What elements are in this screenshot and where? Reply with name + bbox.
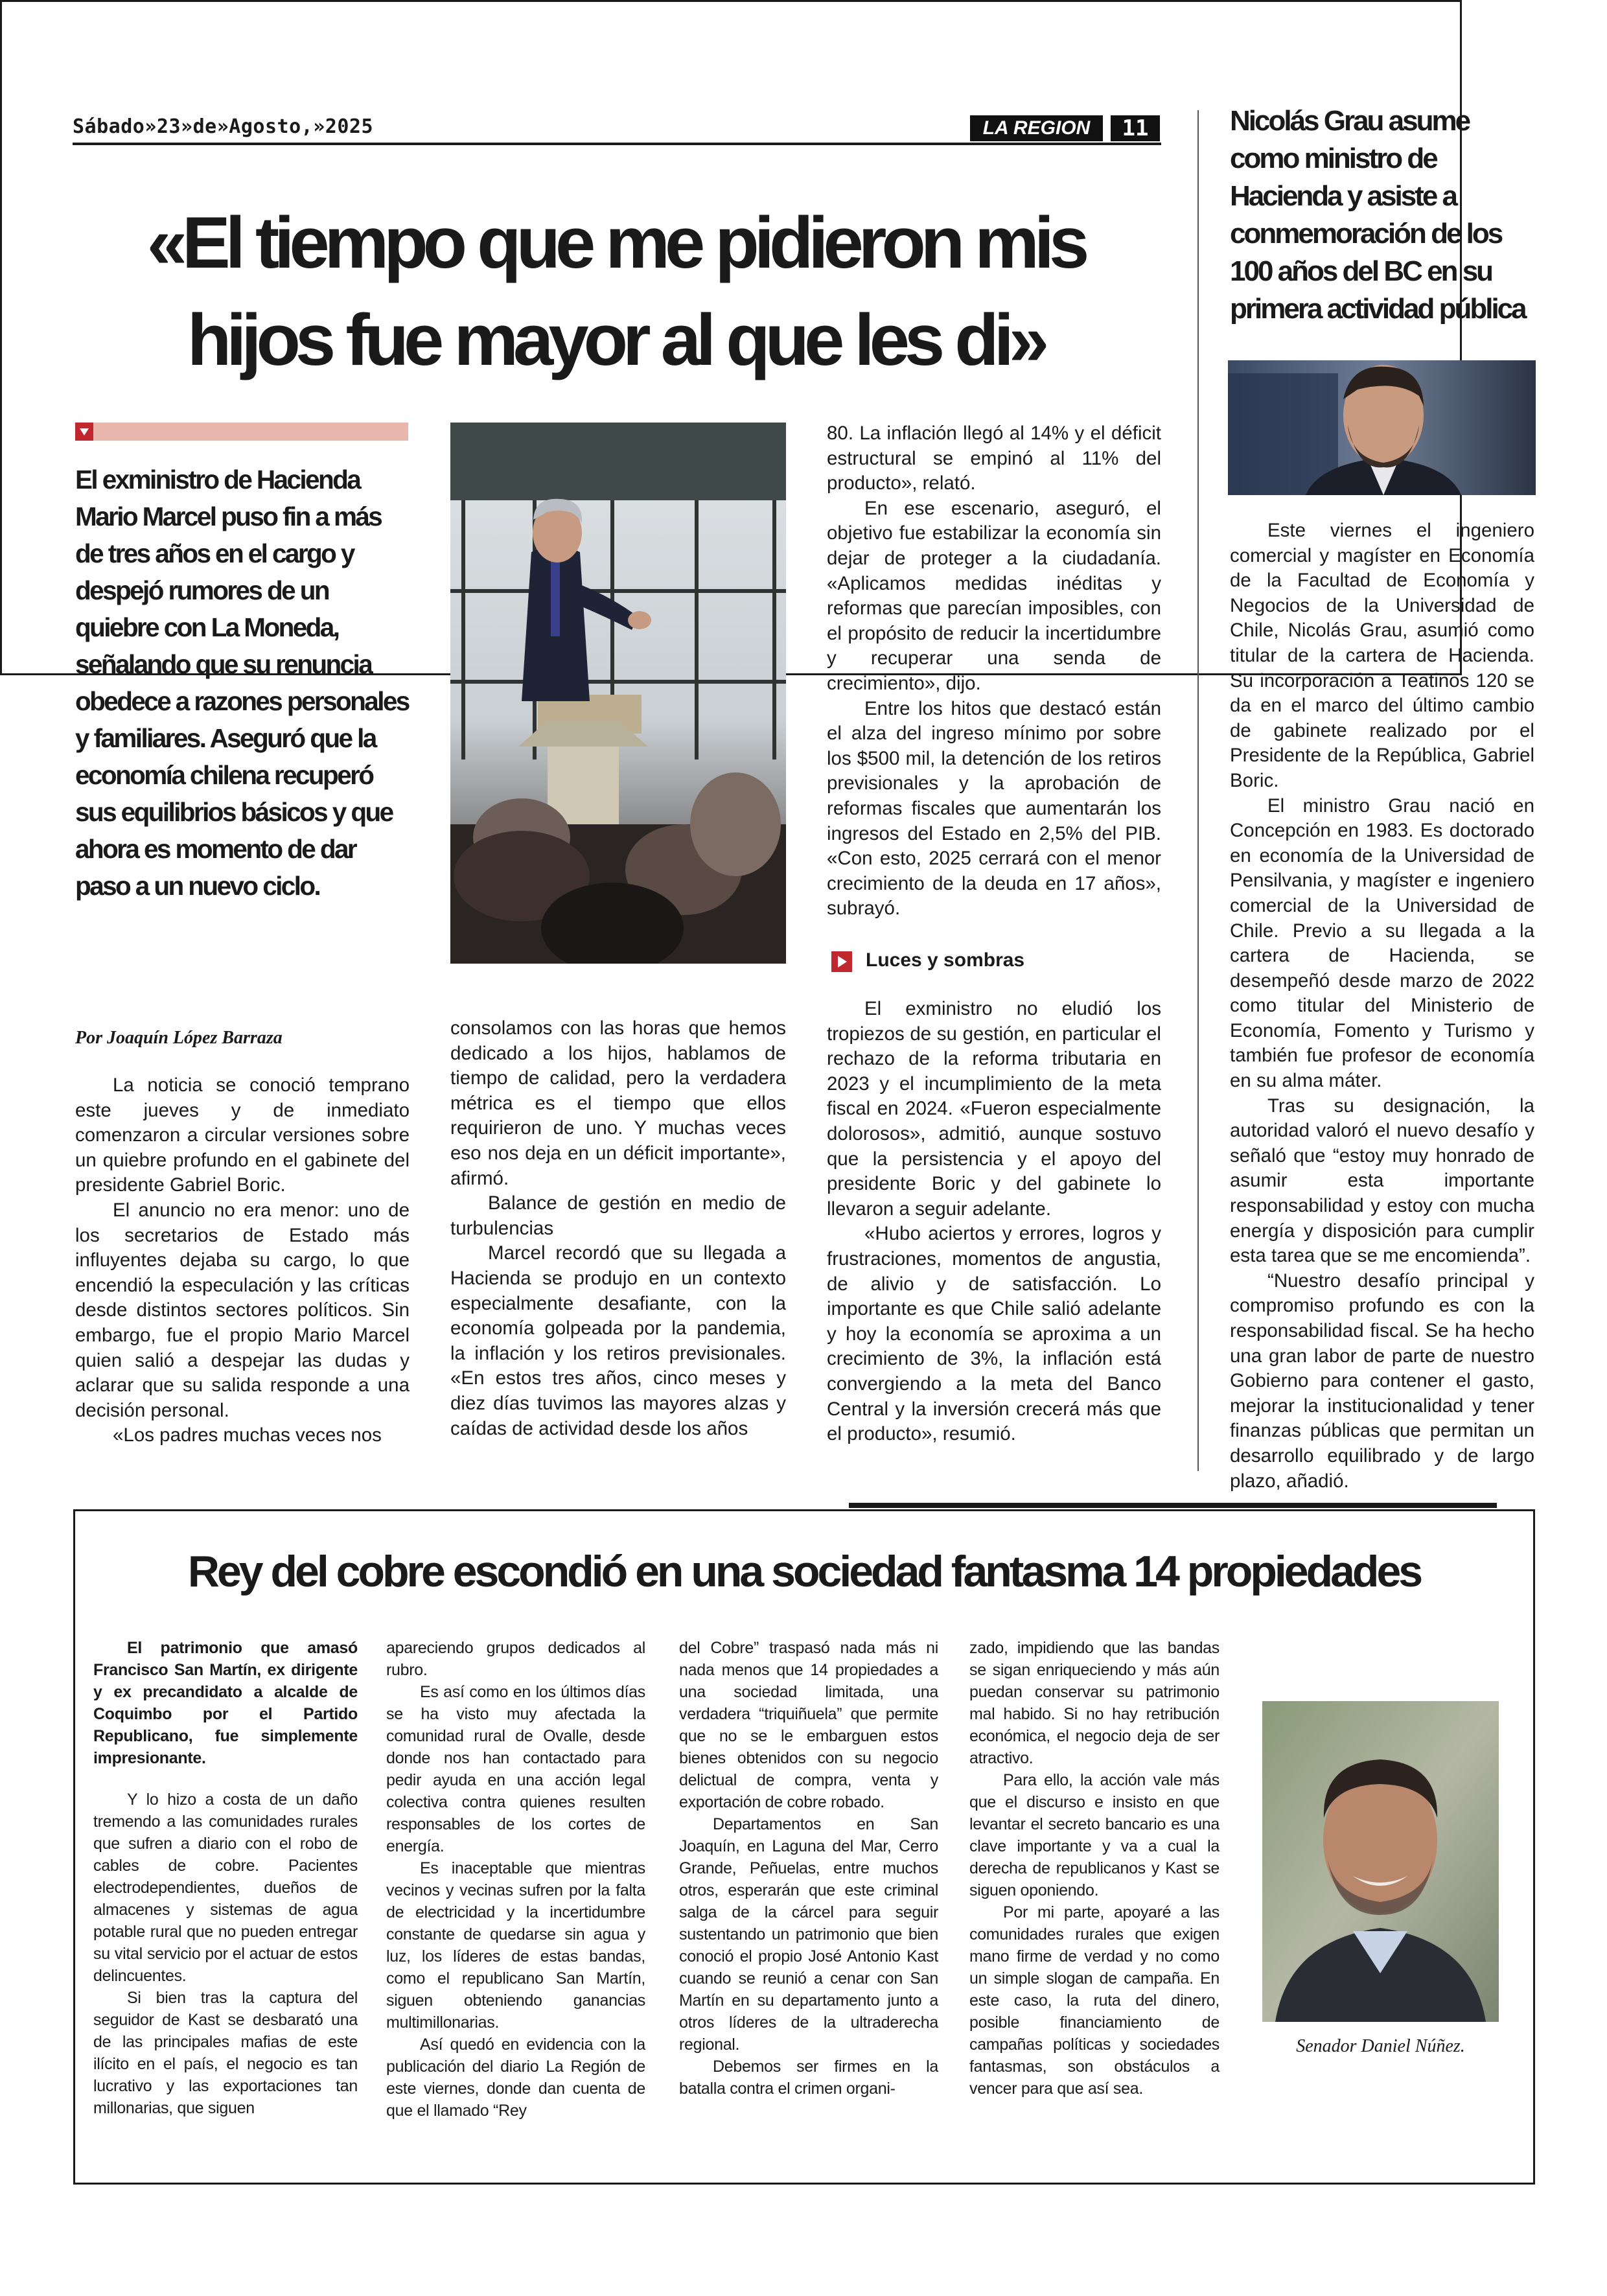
masthead-rule	[73, 143, 1161, 145]
sidebar-paragraph: El ministro Grau nació en Concepción en 1983. Es doctorado en economía de la Universidad de Pensilvania, y magíster e ingeniero comercial de la Universidad de Chile. Previo a su llegada a la cartera de Hacienda, se desempeñó desde marzo de 2022 como titular del Ministerio de Economía, Fomento y Turismo y también fue profesor de economía en su alma máter.	[1230, 794, 1534, 1092]
article-paragraph: Marcel recordó que su llegada a Hacienda se produjo en un contexto especialmente desafiante, con la economía golpeada por la pandemia, la inflación y los retiros previsionales. «En estos tres años, cinco meses y diez días tuvimos las mayores alzas y caídas de actividad desde los años	[450, 1242, 786, 1439]
box-paragraph: Y lo hizo a costa de un daño tremendo a las comunidades rurales que sufren a diario con el robo de cables de cobre. Pacientes electrodependientes, dueños de almacenes y sistemas de agua potable rural que no pueden entregar su vital servicio por el actuar de estos delincuentes.	[93, 1791, 358, 1985]
box-paragraph: del Cobre” traspasó nada más ni nada menos que 14 propiedades a una sociedad limitada, una verdadera “triquiñuela” que permite que no se le embarguen estos bienes obtenidos con su negocio delictual de compra, venta y exportación de cobre robado.	[679, 1639, 938, 1811]
article-paragraph: «Hubo aciertos y errores, logros y frustraciones, momentos de angustia, de alivio y de satisfacción. Lo importante es que Chile salió adelante y hoy la economía se aproxima a un crecimiento de 3%, la inflación está convergiendo a la meta del Banco Central y la inversión crecerá más que el producto», resumió.	[827, 1223, 1161, 1445]
sidebar-body	[1230, 518, 1534, 1494]
headline-line-1: «El tiempo que me pidieron mis	[146, 202, 1085, 283]
box-paragraph: Por mi parte, apoyaré a las comunidades rurales que exigen mano firme de verdad y no como un simple slogan de campaña. En este caso, la ruta del dinero, posible financiamiento de campañas políticas y sociedades fantasmas, son obstáculos a vencer para que así sea.	[969, 1903, 1220, 2098]
article-paragraph: Entre los hitos que destacó están el alza del ingreso mínimo por sobre los $500 mil, la detención de los retiros previsionales y la aprobación de reformas fiscales que aumentarán los ingresos del Estado en 2,5% del PIB. «Con esto, 2025 cerrará con el menor crecimiento de la deuda en 17 años», subrayó.	[827, 697, 1161, 920]
article-paragraph: «Los padres muchas veces nos	[113, 1424, 382, 1446]
box-column-2	[386, 1637, 645, 2122]
sidebar-paragraph: Este viernes el ingeniero comercial y magíster en Economía de la Facultad de Economía y Negocios de la Universidad de Chile, Nicolás Grau, asumió como titular de la cartera de Hacienda. Su incorporación a Teatinos 120 se da en el marco del último cambio de gabinete realizado por el Presidente de la República, Gabriel Boric.	[1230, 520, 1534, 791]
page-number: 11	[1111, 115, 1160, 141]
article-column-2	[450, 1016, 786, 1441]
sidebar-divider	[1197, 110, 1199, 1471]
sidebar-headline: Nicolás Grau asume como ministro de Hacienda y asiste a conmemoración de los 100 años del BC en su primera actividad pública	[1230, 105, 1525, 325]
marcel-photo	[450, 423, 786, 964]
photo-caption: Senador Daniel Núñez.	[1296, 2036, 1465, 2056]
deck-bar	[75, 423, 408, 441]
article-column-1	[75, 1073, 410, 1448]
box-accent-bar	[849, 1503, 1497, 1508]
grau-photo	[1228, 360, 1536, 495]
box-paragraph: Debemos ser firmes en la batalla contra el crimen organi-	[679, 2058, 938, 2098]
article-inline-subhead: Balance de gestión en medio de turbulencias	[450, 1192, 786, 1239]
box-paragraph: Si bien tras la captura del seguidor de Kast se desbarató una de las principales mafias de este ilícito en el país, el negocio es tan lucrativo y las exportaciones tan millonarias, que siguen	[93, 1989, 358, 2117]
sidebar-paragraph: Tras su designación, la autoridad valoró el nuevo desafío y señaló que “estoy muy honrado de asumir esta importante responsabilidad y estoy con mucha energía y disposición para cumplir esta tarea que se me encomienda”.	[1230, 1095, 1534, 1267]
article-column-3b	[827, 997, 1161, 1447]
triangle-down-icon	[75, 423, 93, 441]
box-paragraph: zado, impidiendo que las bandas se sigan enriqueciendo y más aún puedan conservar su patrimonio mal habido. Si no hay retribución económica, el negocio deja de ser atractivo.	[969, 1639, 1220, 1767]
article-paragraph: En ese escenario, aseguró, el objetivo fue estabilizar la economía sin dejar de proteger a la ciudadanía. «Aplicamos medidas inéditas y reformas que parecían imposibles, con el propósito de reducir la incertidumbre y recuperar una senda de crecimiento», dijo.	[827, 497, 1161, 694]
main-headline	[97, 194, 1134, 389]
article-deck: El exministro de Hacienda Mario Marcel puso fin a más de tres años en el cargo y despejó rumores de un quiebre con La Moneda, señalando que su renuncia obedece a razones personales y familiares. Aseguró que la economía chilena recuperó sus equilibrios básicos y que ahora es momento de dar paso a un nuevo ciclo.	[75, 465, 409, 901]
box-paragraph: Para ello, la acción vale más que el discurso e insisto en que levantar el secreto bancario es una clave importante y va a cual la derecha de republicanos y Kast se siguen oponiendo.	[969, 1771, 1220, 1899]
article-paragraph: El exministro no eludió los tropiezos de su gestión, en particular el rechazo de la reforma tributaria en 2023 y el incumplimiento de la meta fiscal en 2024. «Fueron especialmente dolorosos», admitió, aunque sostuvo que la persistencia y el apoyo del presidente Boric y del gabinete lo llevaron a seguir adelante.	[827, 998, 1161, 1220]
headline-line-2: hijos fue mayor al que les di»	[187, 299, 1045, 380]
box-column-1	[93, 1637, 358, 2119]
box-paragraph: apareciendo grupos dedicados al rubro.	[386, 1639, 645, 1679]
box-column-3	[679, 1637, 938, 2100]
box-paragraph: Es así como en los últimos días se ha visto muy afectada la comunidad rural de Ovalle, desde donde nos han contactado para pedir ayuda en una acción legal colectiva contra quienes resulten responsables de los cortes de energía.	[386, 1683, 645, 1855]
article-column-3	[827, 421, 1161, 922]
box-column-4	[969, 1637, 1220, 2100]
box-lead: El patrimonio que amasó Francisco San Martín, ex dirigente y ex precandidato a alcalde de Coquimbo por el Partido Republicano, fue simplemente impresionante.	[93, 1639, 358, 1767]
article-paragraph: consolamos con las horas que hemos dedicado a los hijos, hablamos de tiempo de calidad, pero la verdadera métrica es el tiempo que ellos requirieron de uno. Y muchas veces eso nos deja en un déficit importante», afirmó.	[450, 1017, 786, 1189]
article-paragraph: La noticia se conoció temprano este jueves y de inmediato comenzaron a circular versiones sobre un quiebre profundo en el gabinete del presidente Gabriel Boric.	[75, 1074, 410, 1196]
triangle-right-icon	[831, 951, 852, 972]
sidebar-paragraph: “Nuestro desafío principal y compromiso profundo es con la responsabilidad fiscal. Se ha hecho una gran labor de parte de nuestro Gobierno para contener el gasto, mejorar la institucionalidad y tener finanzas públicas que permitan un desarrollo equilibrado y de largo plazo, añadió.	[1230, 1270, 1534, 1492]
newspaper-logo: LA REGION	[970, 115, 1103, 141]
nunez-photo	[1262, 1701, 1499, 2022]
page-date: Sábado»23»de»Agosto,»2025	[73, 115, 374, 138]
box-paragraph: Es inaceptable que mientras vecinos y vecinas sufren por la falta de electricidad y la incertidumbre constante de quedarse sin agua y luz, los líderes de estas bandas, como el republicano San Martín, siguen obteniendo ganancias multimillonarias.	[386, 1859, 645, 2032]
article-paragraph: 80. La inflación llegó al 14% y el déficit estructural se empinó al 11% del producto», relató.	[827, 423, 1161, 494]
box-paragraph: Departamentos en San Joaquín, en Laguna del Mar, Cerro Grande, Peñuelas, entre muchos otros, esperarán que este criminal salga de la cárcel para seguir sustentando un patrimonio que bien conoció el propio José Antonio Kast cuando se reunió a cenar con San Martín en su departamento junto a otros líderes de la ultraderecha regional.	[679, 1815, 938, 2054]
article-paragraph: El anuncio no era menor: uno de los secretarios de Estado más influyentes dejaba su cargo, lo que encendió la especulación y las críticas desde distintos sectores políticos. Sin embargo, fue el propio Mario Marcel quien salió a despejar las dudas y aclarar que su salida responde a una decisión personal.	[75, 1199, 410, 1421]
box-paragraph: Así quedó en evidencia con la publicación del diario La Región de este viernes, donde dan cuenta de que el llamado “Rey	[386, 2035, 645, 2120]
section-subhead: Luces y sombras	[866, 949, 1025, 971]
box-headline: Rey del cobre escondió en una sociedad fantasma 14 propiedades	[187, 1547, 1421, 1596]
byline: Por Joaquín López Barraza	[75, 1028, 283, 1048]
